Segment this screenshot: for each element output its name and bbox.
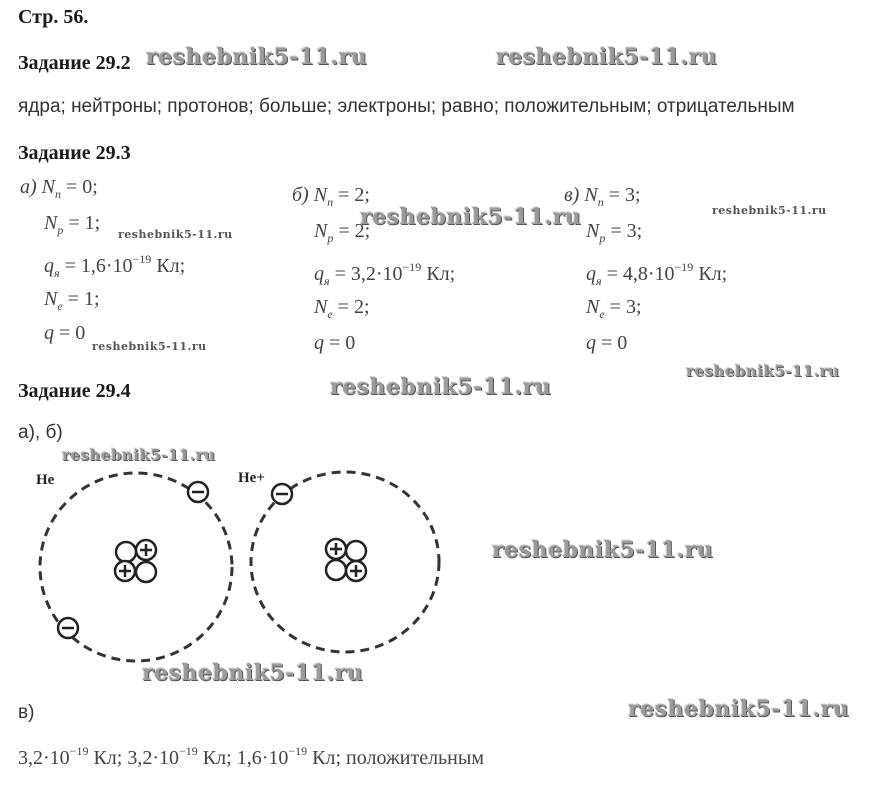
watermark: reshebnik5-11.ru xyxy=(92,340,207,353)
watermark: reshebnik5-11.ru xyxy=(142,660,364,686)
task-29-3-heading: Задание 29.3 xyxy=(18,142,131,164)
he-plus-nucleus xyxy=(326,539,366,581)
answer-c-nn: в) $N_n = 3$; xyxy=(564,184,641,209)
answer-a-q-nucleus: $q_я = 1,6\cdot 10^{-19}$ Кл; xyxy=(44,252,186,280)
answer-c-ne: $N_e = 3$; xyxy=(586,296,642,321)
task-29-4-heading: Задание 29.4 xyxy=(18,380,131,402)
answer-a-np: $N_p = 1$; xyxy=(44,212,101,237)
watermark: reshebnik5-11.ru xyxy=(496,44,718,70)
he-plus-label: He+ xyxy=(238,470,265,486)
answer-b-ne: $N_e = 2$; xyxy=(314,296,370,321)
task-29-2-heading: Задание 29.2 xyxy=(18,52,131,74)
answer-a-nn: а) $N_n = 0$; xyxy=(20,176,98,201)
answer-a-q: q = 0 xyxy=(44,322,86,344)
answer-b-q-nucleus: $q_я = 3,2\cdot 10^{-19}$ Кл; xyxy=(314,260,456,288)
task-29-4-final-answer: $3,2\cdot 10^{-19}$ Кл; $3,2\cdot 10^{-19}$ Кл; $1,6\cdot 10^{-19}$ Кл; положительным xyxy=(18,744,484,769)
answer-a-ne: $N_e = 1$; xyxy=(44,288,100,313)
answer-c-q: q = 0 xyxy=(586,332,628,354)
answer-c-np: $N_p = 3$; xyxy=(586,220,643,245)
task-29-2-answer: ядра; нейтроны; протонов; больше; электроны; равно; положительным; отрицательным xyxy=(18,96,795,117)
watermark: reshebnik5-11.ru xyxy=(62,446,216,464)
task-29-4-sub-c: в) xyxy=(18,702,35,723)
neutron xyxy=(346,541,366,561)
page-title: Стр. 56. xyxy=(18,6,89,28)
answer-b-q: q = 0 xyxy=(314,332,356,354)
watermark: reshebnik5-11.ru xyxy=(360,204,582,230)
watermark: reshebnik5-11.ru xyxy=(492,537,714,563)
answer-c-q-nucleus: $q_я = 4,8\cdot 10^{-19}$ Кл; xyxy=(586,260,728,288)
neutron xyxy=(136,562,156,582)
watermark: reshebnik5-11.ru xyxy=(330,374,552,400)
neutron xyxy=(116,542,136,562)
answer-b-nn: б) $N_n = 2$; xyxy=(292,184,370,209)
watermark: reshebnik5-11.ru xyxy=(628,696,850,722)
he-label: He xyxy=(36,472,55,488)
answer-b-np: $N_p = 2$; xyxy=(314,220,371,245)
he-nucleus xyxy=(115,540,156,582)
watermark: reshebnik5-11.ru xyxy=(146,44,368,70)
watermark: reshebnik5-11.ru xyxy=(686,362,840,380)
task-29-4-sub-ab: а), б) xyxy=(18,422,63,443)
watermark: reshebnik5-11.ru xyxy=(712,204,827,217)
watermark: reshebnik5-11.ru xyxy=(118,228,233,241)
neutron xyxy=(326,560,346,580)
